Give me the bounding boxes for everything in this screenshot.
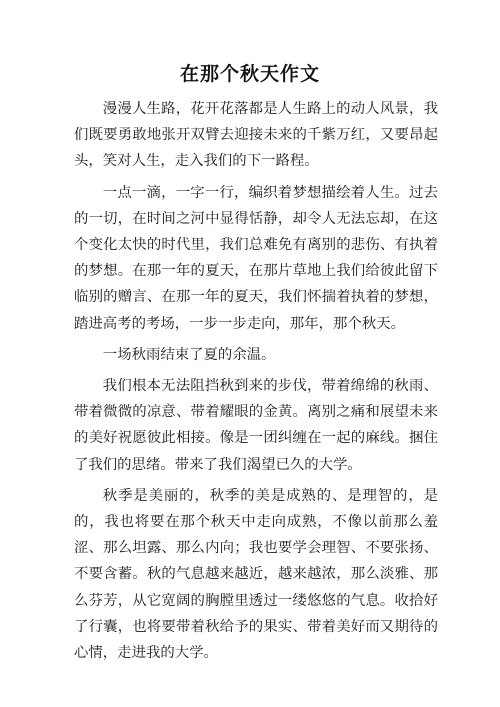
paragraph-4: 我们根本无法阻挡秋到来的步伐，带着绵绵的秋雨、带着微微的凉意、带着耀眼的金黄。离别之痛和展望未来的美好祝愿彼此相接。像是一团纠缠在一起的麻线。捆住了我们的思绪。带来了我们渴望已久的大学。: [74, 378, 438, 473]
paragraph-2: 一点一滴，一字一行，编织着梦想描绘着人生。过去的一切，在时间之河中显得恬静，却令人无法忘却，在这个变化太快的时代里，我们总难免有离别的悲伤、有执着的梦想。在那一年的夏天，在那片草地上我们给彼此留下临别的赠言、在那一年的夏天，我们怀揣着执着的梦想，踏进高考的考场，一步一步走向，那年，那个秋天。: [74, 184, 438, 332]
paragraph-3: 一场秋雨结束了夏的余温。: [102, 346, 276, 363]
document-title: 在那个秋天作文: [179, 63, 320, 85]
paragraph-1: 漫漫人生路，花开花落都是人生路上的动人风景，我们既要勇敢地张开双臂去迎接未来的千紫万红，又要昂起头，笑对人生，走入我们的下一路程。: [74, 101, 438, 170]
document-body: [74, 96, 438, 671]
paragraph-5: 秋季是美丽的，秋季的美是成熟的、是理智的，是的，我也将要在那个秋天中走向成熟，不像以前那么羞涩、那么坦露、那么内向；我也要学会理智、不要张扬、不要含蓄。秋的气息越来越近，越来越浓，那么淡雅、那么芬芳，从它宽阔的胸膛里透过一缕悠悠的气息。收拾好了行囊，也将要带着秋给予的果实、带着美好而又期待的心情，走进我的大学。: [74, 487, 438, 662]
